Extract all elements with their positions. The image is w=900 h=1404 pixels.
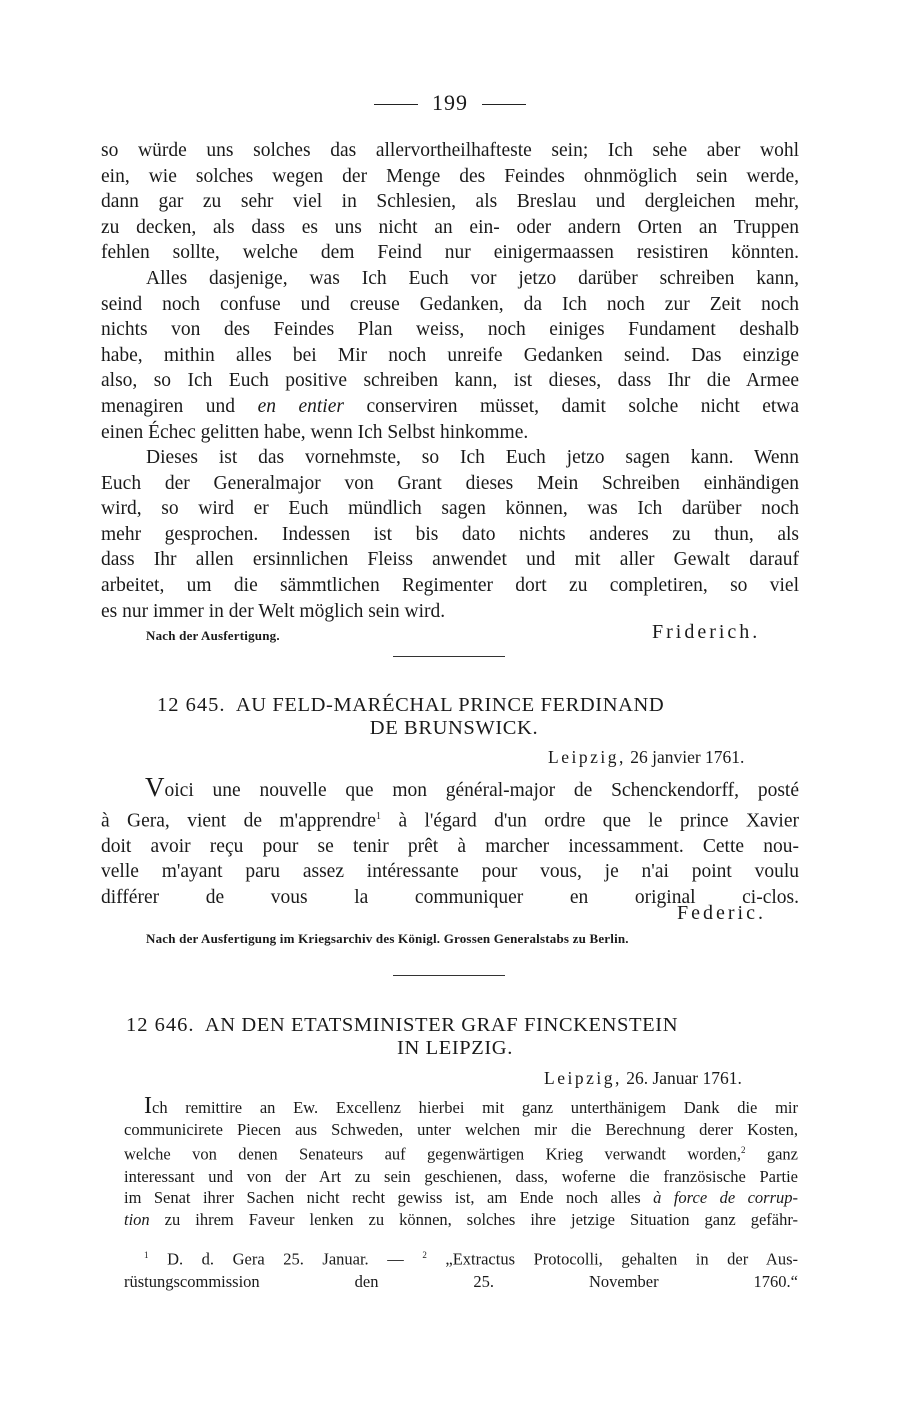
text-line: nichts von des Feindes Plan weiss, noch einiges Fundament deshalb (101, 319, 799, 341)
text-line (124, 1209, 798, 1231)
signature: Federic. (677, 902, 766, 924)
text-line: doit avoir reçu pour se tenir prêt à marcher incessamment. Cette nou- (101, 835, 799, 857)
text-line: interessant und von der Art zu sein geschienen, dass, woferne die französische Partie (124, 1166, 798, 1186)
heading-title-line2: DE BRUNSWICK. (369, 717, 539, 739)
footnote-marker: 2 (422, 1250, 427, 1260)
date-text: 26. Januar 1761. (626, 1068, 742, 1088)
text-line (124, 1094, 798, 1119)
text-line: dass Ihr allen ersinnlichen Fleiss anwendet und mit aller Gewalt darauf (101, 549, 799, 571)
text-line: einen Échec gelitten habe, wenn Ich Selbst hinkomme. (101, 421, 529, 443)
header-rule-left (374, 104, 418, 105)
text-line: es nur immer in der Welt möglich sein wird. (101, 600, 446, 622)
separator-rule (393, 656, 505, 657)
text-segment: welche von denen Senateurs auf gegenwärtigen Krieg verwandt worden, (124, 1144, 741, 1164)
text-line: velle m'ayant paru assez intéressante pour vous, je n'ai point voulu (101, 861, 799, 883)
letter-number: 12 646. (126, 1014, 195, 1036)
footnote-marker: 1 (376, 810, 382, 822)
text-line: arbeitet, um die sämmtlichen Regimenter dort zu completiren, so viel (101, 574, 799, 596)
text-line: Alles dasjenige, was Ich Euch vor jetzo darüber schreiben kann, (146, 268, 799, 289)
text-line (124, 1140, 798, 1165)
text-segment: à l'égard d'un ordre que le prince Xavier (398, 810, 799, 832)
page-header (0, 90, 900, 116)
text-line (101, 394, 799, 420)
heading-title: AU FELD-MARÉCHAL PRINCE FERDINAND (235, 694, 665, 716)
header-rule-right (482, 104, 526, 105)
footnotes (124, 1244, 798, 1293)
letter-body (101, 774, 799, 910)
text-line: fehlen sollte, welche dem Feind nur einigermaassen resistiren könnten. (101, 242, 799, 264)
paragraph-dieses (101, 445, 799, 624)
heading-title: AN DEN ETATSMINISTER GRAF FINCKENSTEIN (204, 1014, 679, 1036)
text-line: so würde uns solches das allervortheilhafteste sein; Ich sehe aber wohl (101, 140, 799, 161)
footnote-marker: 1 (144, 1250, 149, 1260)
paragraph-alles (101, 266, 799, 445)
footnote-line: rüstungscommission den 25. November 1760.“ (124, 1271, 798, 1291)
italic-phrase: tion (124, 1210, 150, 1230)
text-segment: conserviren müsset, damit solche nicht etwa (366, 395, 800, 417)
text-line: wird, so wird er Euch mündlich sagen können, was Ich darüber noch (101, 498, 799, 520)
text-segment: menagiren und (101, 395, 236, 417)
text-line: habe, mithin alles bei Mir noch unreife Gedanken seind. Das einzige (101, 344, 799, 366)
italic-phrase: en entier (257, 395, 344, 417)
letter-heading (0, 694, 900, 740)
text-line (101, 804, 799, 834)
text-line (101, 774, 799, 804)
letter-body (124, 1094, 798, 1231)
page-number: 199 (432, 90, 468, 115)
letter-heading (0, 1014, 900, 1060)
text-line: ein, wie solches wegen der Menge des Feindes ohnmöglich sein werde, (101, 165, 799, 187)
source-note: Nach der Ausfertigung. (146, 628, 280, 643)
letter-number: 12 645. (157, 694, 226, 716)
text-line: Euch der Generalmajor von Grant dieses Mein Schreiben einhändigen (101, 472, 799, 494)
footnote-text: „Extractus Protocolli, gehalten in der Aus- (445, 1249, 798, 1269)
text-segment: oici une nouvelle que mon général-major de Schenckendorff, posté (164, 780, 799, 801)
footnote-line (124, 1244, 798, 1271)
paragraph-continuation (101, 138, 799, 266)
italic-phrase: à force de corrup- (653, 1188, 799, 1208)
text-line: mehr gesprochen. Indessen ist bis dato nichts anderes zu thun, als (101, 523, 799, 545)
initial-letter: I (144, 1093, 152, 1119)
initial-letter: V (145, 772, 165, 802)
dateline (548, 747, 744, 768)
text-segment: ch remittire an Ew. Excellenz hierbei mit ganz unterthänigem Dank die mir (152, 1098, 798, 1117)
source-note: Nach der Ausfertigung im Kriegsarchiv des Königl. Grossen Generalstabs zu Berlin. (146, 931, 629, 946)
dateline (544, 1068, 742, 1089)
text-line: dann gar zu sehr viel in Schlesien, als Breslau und dergleichen mehr, (101, 191, 799, 213)
text-line: zu decken, als dass es uns nicht an ein- oder andern Orten an Truppen (101, 216, 799, 238)
footnote-text: D. d. Gera 25. Januar. — (167, 1249, 404, 1269)
text-line: différer de vous la communiquer en original ci-clos. (101, 886, 799, 908)
footnote-marker: 2 (740, 1145, 746, 1156)
text-line (124, 1187, 798, 1209)
text-line: communicirete Piecen aus Schweden, unter welchen mir die Berechnung derer Kosten, (124, 1119, 798, 1139)
date-text: 26 janvier 1761. (630, 747, 745, 767)
date-place: Leipzig, (548, 747, 626, 767)
date-place: Leipzig, (544, 1068, 622, 1088)
heading-title-line2: IN LEIPZIG. (397, 1037, 513, 1059)
text-segment: à Gera, vient de m'apprendre (101, 810, 377, 832)
separator-rule (393, 975, 505, 976)
text-line: Dieses ist das vornehmste, so Ich Euch jetzo sagen kann. Wenn (146, 447, 799, 468)
text-line: also, so Ich Euch positive schreiben kann, ist dieses, dass Ihr die Armee (101, 370, 799, 392)
text-line: seind noch confuse und creuse Gedanken, da Ich noch zur Zeit noch (101, 293, 799, 315)
text-segment: ganz (766, 1144, 799, 1164)
text-segment: im Senat ihrer Sachen nicht recht gewiss ist, am Ende noch alles (124, 1188, 641, 1208)
signature: Friderich. (652, 621, 761, 643)
text-segment: zu ihrem Faveur lenken zu können, solches ihre jetzige Situation ganz gefähr- (164, 1210, 798, 1230)
